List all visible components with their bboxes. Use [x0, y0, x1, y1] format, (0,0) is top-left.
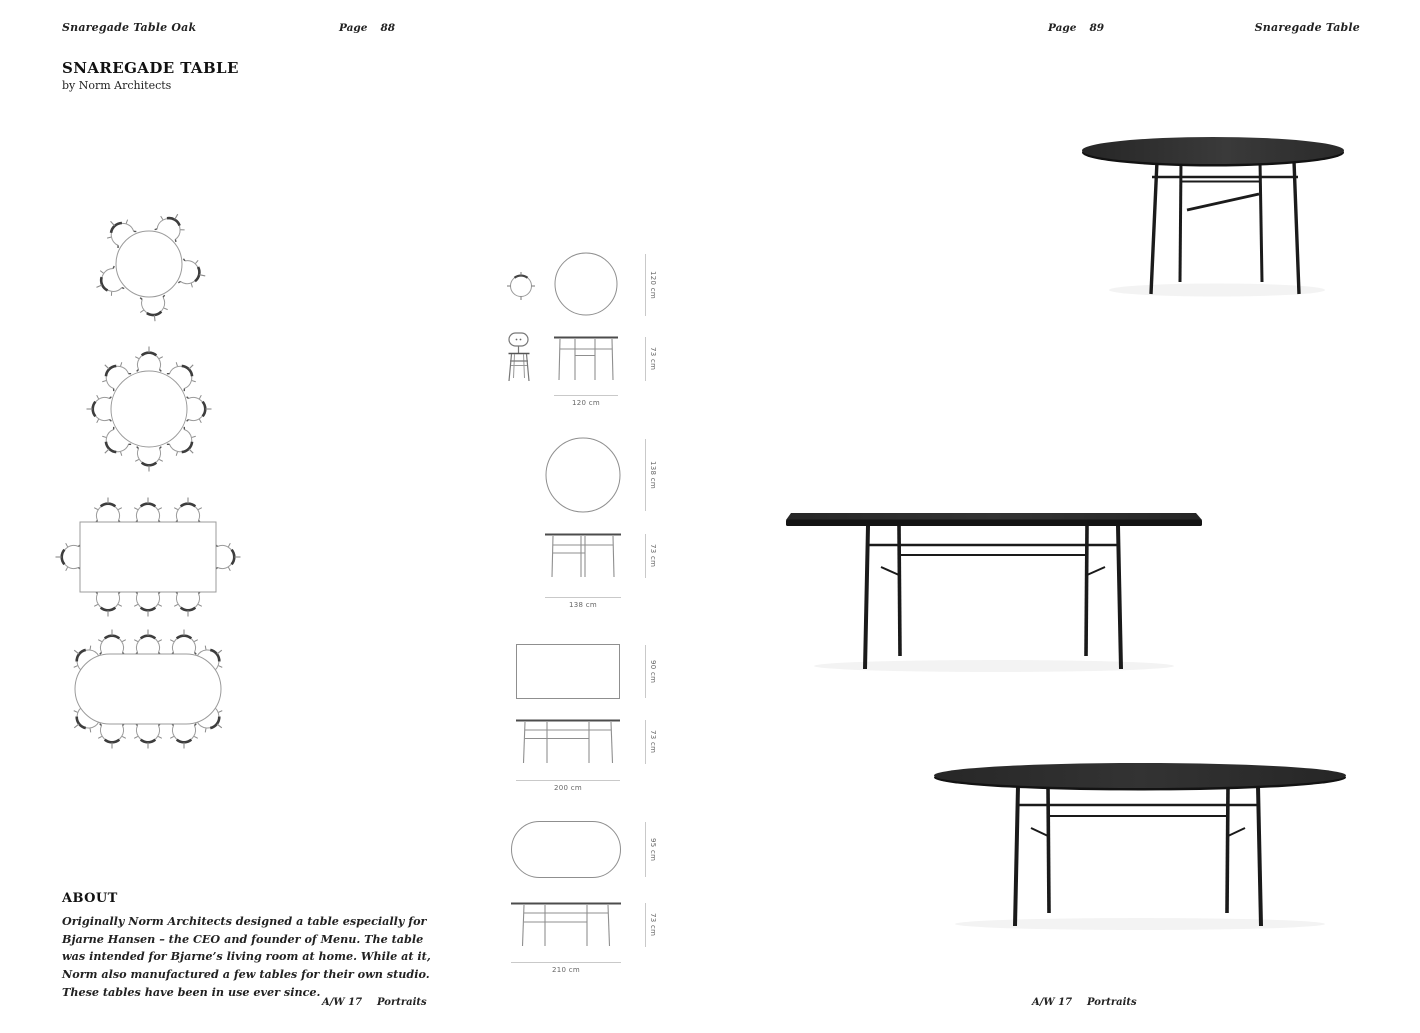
page-label: Page	[1048, 22, 1077, 34]
product-photo-round-table	[1075, 133, 1355, 303]
page-byline: by Norm Architects	[62, 79, 172, 92]
dimension-depth-120	[645, 254, 657, 316]
page-title: SNAREGADE TABLE	[62, 59, 239, 77]
page-number-right	[1048, 22, 1104, 34]
dimension-height-73	[645, 534, 657, 578]
topview-round-table-5-chairs	[88, 203, 210, 325]
tabletop-outline	[80, 522, 216, 592]
diagram-side-oval-210	[511, 902, 621, 948]
about-heading: ABOUT	[62, 891, 118, 906]
topview-round-table-8-chairs	[80, 340, 218, 478]
diagram-top-round-138	[545, 437, 621, 513]
table-frame	[865, 526, 1121, 669]
chair	[134, 630, 162, 655]
dimension-label: 73 cm	[649, 730, 657, 754]
chair	[174, 498, 202, 523]
dimension-height-73	[645, 337, 657, 381]
tabletop	[1082, 137, 1344, 164]
tabletop	[934, 763, 1346, 788]
running-header-right: Snaregade Table	[1254, 21, 1360, 34]
chair	[56, 543, 81, 571]
dimension-label: 73 cm	[649, 913, 657, 937]
tabletop-outline	[75, 654, 221, 724]
footer-section: Portraits	[377, 997, 427, 1008]
footer-section: Portraits	[1087, 997, 1137, 1008]
diagram-top-round-120	[554, 252, 618, 316]
table-frame	[1015, 786, 1261, 926]
dimension-label: 73 cm	[649, 544, 657, 568]
about-body: Originally Norm Architects designed a table especially for Bjarne Hansen – the CEO and founder of Menu. The table was intended for Bjarne’s living room at home. While at it, Norm also manufactured a few tables for their own studio. These tables have been in use ever since.	[62, 914, 431, 999]
floor-shadow	[955, 918, 1325, 930]
dimension-line	[511, 962, 621, 963]
diagram-side-rectangular-200	[516, 719, 620, 765]
product-photo-oval-table	[928, 758, 1352, 933]
chair	[135, 347, 163, 372]
dimension-label: 138 cm	[649, 460, 657, 490]
diagram-top-rectangular-200	[516, 644, 620, 699]
chair	[134, 592, 162, 617]
dimension-width-210	[511, 962, 621, 974]
chair	[98, 630, 126, 655]
dimension-width-120	[554, 395, 618, 407]
tabletop-edge	[786, 520, 1202, 527]
dimension-label: 90 cm	[649, 659, 657, 684]
dimension-label: 73 cm	[649, 347, 657, 371]
dimension-line	[545, 597, 621, 598]
dimension-width-138	[545, 597, 621, 609]
dimension-depth-95	[645, 822, 657, 877]
chair	[98, 724, 126, 749]
footer-season: A/W 17	[1032, 997, 1073, 1008]
dimension-depth-90	[645, 645, 657, 698]
dimension-width-200	[516, 780, 620, 792]
topview-rectangular-table-8-chairs	[53, 495, 243, 619]
tabletop-outline	[116, 231, 182, 297]
running-header-left: Snaregade Table Oak	[62, 21, 197, 34]
chair	[170, 630, 198, 655]
page-number-left	[339, 22, 395, 34]
dimension-line	[645, 439, 646, 511]
chair-sideview-icon	[505, 331, 533, 383]
dimension-label: 95 cm	[649, 837, 657, 862]
tabletop	[786, 513, 1202, 520]
dimension-line	[645, 903, 646, 947]
chair	[139, 295, 169, 323]
floor-shadow	[1109, 284, 1325, 297]
diagram-side-round-120	[554, 336, 618, 382]
dimension-line	[645, 645, 646, 698]
dimension-line	[645, 337, 646, 381]
dimension-line	[645, 254, 646, 316]
dimension-label: 120 cm	[649, 270, 657, 300]
dimension-line	[645, 720, 646, 764]
diagram-side-round-138	[545, 533, 621, 579]
chair	[216, 543, 241, 571]
dimension-line	[554, 395, 618, 396]
diagram-top-oval-210	[511, 821, 621, 878]
chair	[134, 724, 162, 749]
chair	[178, 257, 208, 289]
dimension-height-73	[645, 720, 657, 764]
dimension-label: 200 cm	[553, 784, 583, 792]
topview-oval-table-10-chairs	[53, 623, 243, 755]
dimension-line	[645, 822, 646, 877]
footer-left	[322, 997, 427, 1008]
product-photo-rectangular-table	[782, 505, 1202, 675]
chair	[187, 395, 212, 423]
dimension-height-73	[645, 903, 657, 947]
chair	[174, 592, 202, 617]
table-frame	[1151, 160, 1299, 294]
dimension-label: 210 cm	[551, 966, 581, 974]
chair	[87, 395, 112, 423]
chair	[170, 724, 198, 749]
page-label: Page	[339, 22, 368, 34]
chair	[134, 498, 162, 523]
dimension-line	[645, 534, 646, 578]
dimension-label: 138 cm	[568, 601, 598, 609]
page-number-value: 89	[1089, 22, 1105, 34]
page-number-value: 88	[380, 22, 396, 34]
chair	[94, 498, 122, 523]
tabletop-outline	[111, 371, 187, 447]
footer-right	[1032, 997, 1137, 1008]
chair	[94, 592, 122, 617]
dimension-label: 120 cm	[571, 399, 601, 407]
footer-season: A/W 17	[322, 997, 363, 1008]
dimension-depth-138	[645, 439, 657, 511]
dimension-line	[516, 780, 620, 781]
chair	[135, 447, 163, 472]
chair-topview-icon	[506, 271, 536, 301]
